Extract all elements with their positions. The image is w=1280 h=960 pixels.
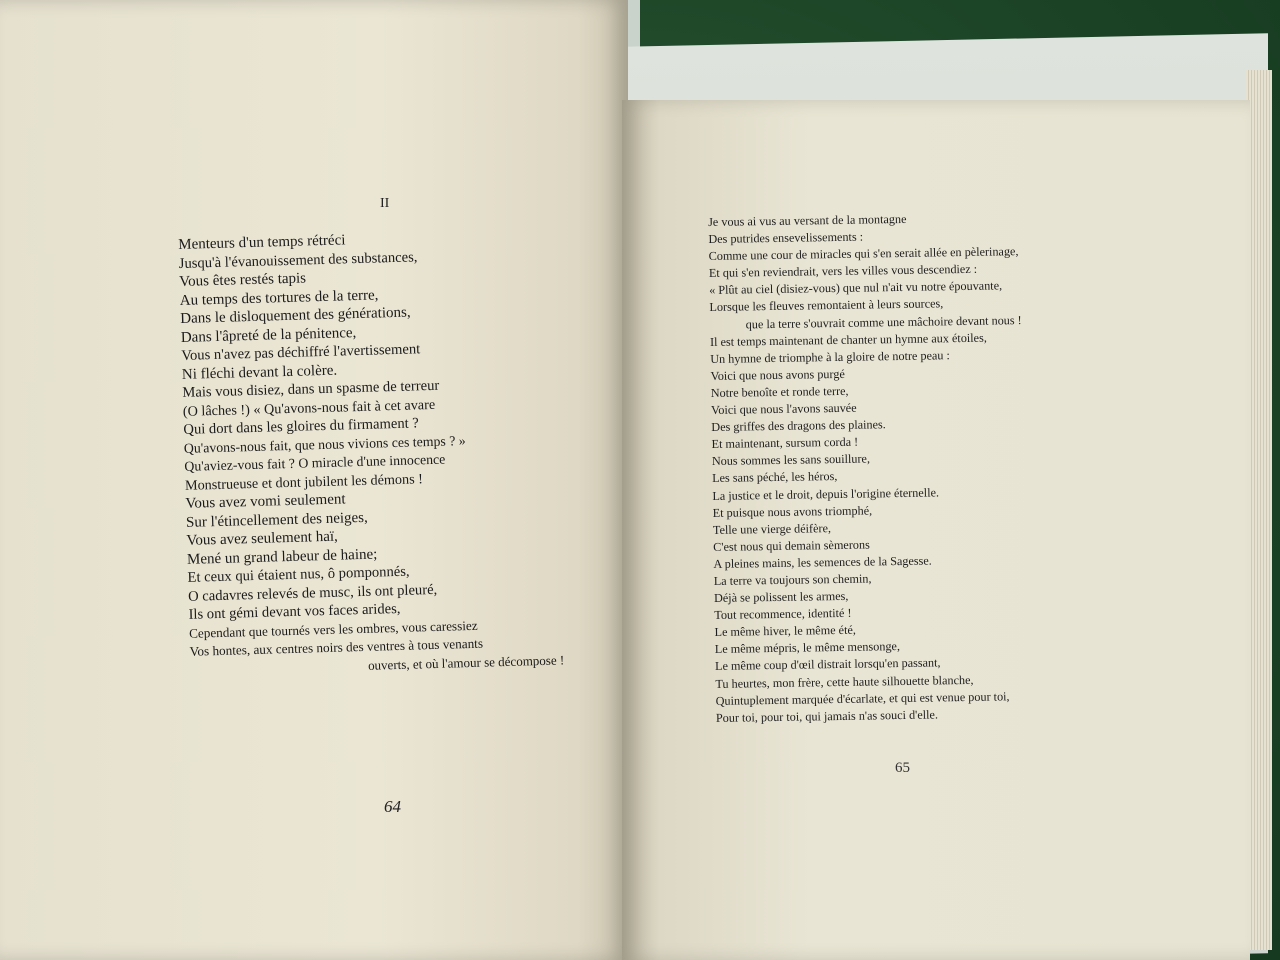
poem-line: C'est nous qui demain sèmerons (713, 537, 870, 554)
poem-line: (O lâches !) « Qu'avons-nous fait à cet avare (182, 396, 436, 420)
poem-line: Voici que nous avons purgé (710, 366, 845, 383)
section-number: II (380, 196, 390, 211)
poem-line: Nous sommes les sans souillure, (711, 451, 871, 469)
poem-line: Qu'aviez-vous fait ? O miracle d'une innocence (184, 451, 446, 474)
poem-line: Un hymne de triomphe à la gloire de notre peau : (710, 347, 950, 366)
poem-line: Menteurs d'un temps rétréci (178, 232, 346, 253)
poem-line: Sur l'étincellement des neiges, (185, 509, 368, 531)
poem-line: Il est temps maintenant de chanter un hymne aux étoiles, (709, 330, 987, 349)
poem-line: La justice et le droit, depuis l'origine éternelle. (712, 484, 940, 503)
poem-line: Ils ont gémi devant vos faces arides, (188, 600, 401, 623)
poem-line: ouverts, et où l'amour se décompose ! (367, 651, 565, 673)
poem-line: Vous avez seulement haï, (186, 528, 339, 549)
poem-line: Dans le disloquement des générations, (180, 304, 411, 327)
poem-line: Dans l'âpreté de la pénitence, (180, 324, 357, 346)
poem-line: Le même mépris, le même mensonge, (714, 639, 901, 657)
poem-line: Le même coup d'œil distrait lorsqu'en passant, (714, 655, 941, 674)
poem-line: Vous êtes restés tapis (179, 270, 307, 290)
poem-line: Monstrueuse et dont jubilent les démons ! (184, 470, 424, 494)
poem-line: Comme une cour de miracles qui s'en serait allée en pèlerinage, (708, 244, 1019, 264)
poem-line: Ni fléchi devant la colère. (181, 362, 338, 383)
poem-line: Les sans péché, les héros, (712, 469, 838, 486)
poem-line: O cadavres relevés de musc, ils ont pleuré, (187, 581, 438, 605)
poem-line: Qui dort dans les gloires du firmament ? (183, 415, 420, 438)
poem-line: Déjà se polissent les armes, (713, 588, 849, 606)
poem-line: que la terre s'ouvrait comme une mâchoire devant nous ! (745, 312, 1022, 331)
right-poem (708, 209, 1028, 727)
poem-line: Vos hontes, aux centres noirs des ventres à tous venants (189, 635, 484, 659)
poem-line: Et maintenant, sursum corda ! (711, 434, 859, 452)
poem-line: Et puisque nous avons triomphé, (712, 503, 873, 520)
poem-line: Pour toi, pour toi, qui jamais n'as souci d'elle. (715, 707, 939, 725)
page-number-right: 65 (895, 760, 910, 776)
page-number-left: 64 (384, 797, 401, 816)
poem-line: Et qui s'en reviendrait, vers les villes vous descendiez : (708, 262, 978, 281)
poem-line: Au temps des tortures de la terre, (179, 286, 379, 309)
poem-line: Et ceux qui étaient nus, ô pomponnés, (187, 563, 410, 586)
poem-line: Telle une vierge déifère, (712, 520, 832, 537)
poem-line: Qu'avons-nous fait, que nous vivions ces temps ? » (183, 432, 466, 456)
poem-line: Tout recommence, identité ! (714, 605, 852, 623)
poem-line: A pleines mains, les semences de la Sagesse. (713, 553, 932, 571)
poem-line: Jusqu'à l'évanouissement des substances, (178, 248, 418, 272)
poem-line: Tu heurtes, mon frère, cette haute silhouette blanche, (715, 672, 974, 691)
poem-line: Je vous ai vus au versant de la montagne (708, 211, 907, 229)
poem-line: Vous n'avez pas déchiffré l'avertissement (181, 341, 421, 364)
poem-line: « Plût au ciel (disiez-vous) que nul n'ait vu notre épouvante, (709, 278, 1003, 298)
poem-line: Cependant que tournés vers les ombres, vous caressiez (188, 617, 478, 641)
poem-line: Des griffes des dragons des plaines. (711, 417, 886, 435)
poem-line: Notre benoîte et ronde terre, (710, 383, 849, 400)
poem-line: Lorsque les fleuves remontaient à leurs sources, (709, 296, 944, 315)
poem-line: Vous avez vomi seulement (185, 491, 346, 512)
poem-line: Mené un grand labeur de haine; (186, 546, 378, 568)
poem-line: Quintuplement marquée d'écarlate, et qui est venue pour toi, (715, 688, 1010, 708)
poem-line: Des putrides ensevelissements : (708, 229, 864, 247)
poem-line: La terre va toujours son chemin, (713, 571, 872, 588)
poem-line: Le même hiver, le même été, (714, 622, 856, 640)
poem-line: Mais vous disiez, dans un spasme de terreur (182, 377, 440, 401)
poem-line: Voici que nous l'avons sauvée (710, 400, 857, 418)
left-poem (178, 226, 564, 680)
